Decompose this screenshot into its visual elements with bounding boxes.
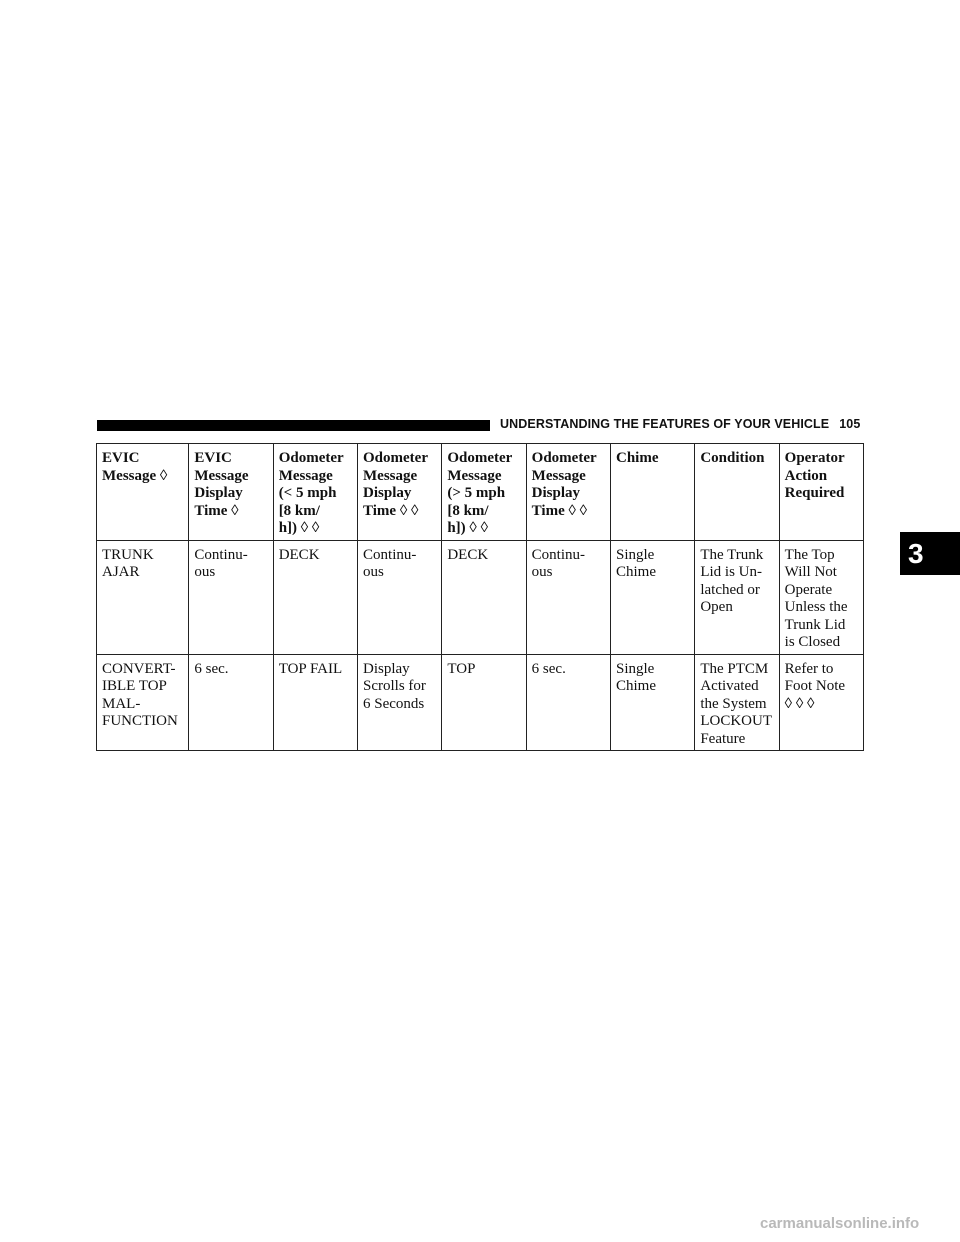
table-row [97,540,864,654]
table-cell: TOP FAIL [273,654,357,751]
header-odometer-display-time-2: Odometer Message Display Time ◊ ◊ [526,444,610,541]
header-rule [97,420,490,431]
table-cell: Refer to Foot Note ◊ ◊ ◊ [779,654,863,751]
header-evic-display-time: EVIC Message Display Time ◊ [189,444,273,541]
table-cell: Continu- ous [526,540,610,654]
running-header [500,417,860,431]
header-condition: Condition [695,444,779,541]
table-cell: TRUNK AJAR [97,540,189,654]
table-header-row [97,444,864,541]
watermark-text: carmanualsonline.info [760,1215,920,1232]
table-cell: The PTCM Activated the System LOCKOUT Feature [695,654,779,751]
header-operator-action: Operator Action Required [779,444,863,541]
table-cell: Single Chime [611,540,695,654]
table-cell: DECK [273,540,357,654]
table-cell: The Trunk Lid is Un- latched or Open [695,540,779,654]
page-number: 105 [839,417,861,431]
table-cell: CONVERT- IBLE TOP MAL- FUNCTION [97,654,189,751]
table-cell: Continu- ous [189,540,273,654]
header-odometer-message-over-5: Odometer Message (> 5 mph [8 km/ h]) ◊ ◊ [442,444,526,541]
table-cell: 6 sec. [526,654,610,751]
evic-message-table [96,443,864,751]
table-cell: DECK [442,540,526,654]
table-cell: Continu- ous [358,540,442,654]
table-cell: TOP [442,654,526,751]
header-odometer-message-under-5: Odometer Message (< 5 mph [8 km/ h]) ◊ ◊ [273,444,357,541]
table-cell: Single Chime [611,654,695,751]
table-cell: 6 sec. [189,654,273,751]
header-odometer-display-time-1: Odometer Message Display Time ◊ ◊ [358,444,442,541]
table-row [97,654,864,751]
chapter-tab: 3 [900,532,960,575]
section-title: UNDERSTANDING THE FEATURES OF YOUR VEHICLE [500,417,830,431]
table-cell: The Top Will Not Operate Unless the Trunk Lid is Closed [779,540,863,654]
header-evic-message: EVIC Message ◊ [97,444,189,541]
table-cell: Display Scrolls for 6 Seconds [358,654,442,751]
header-chime: Chime [611,444,695,541]
